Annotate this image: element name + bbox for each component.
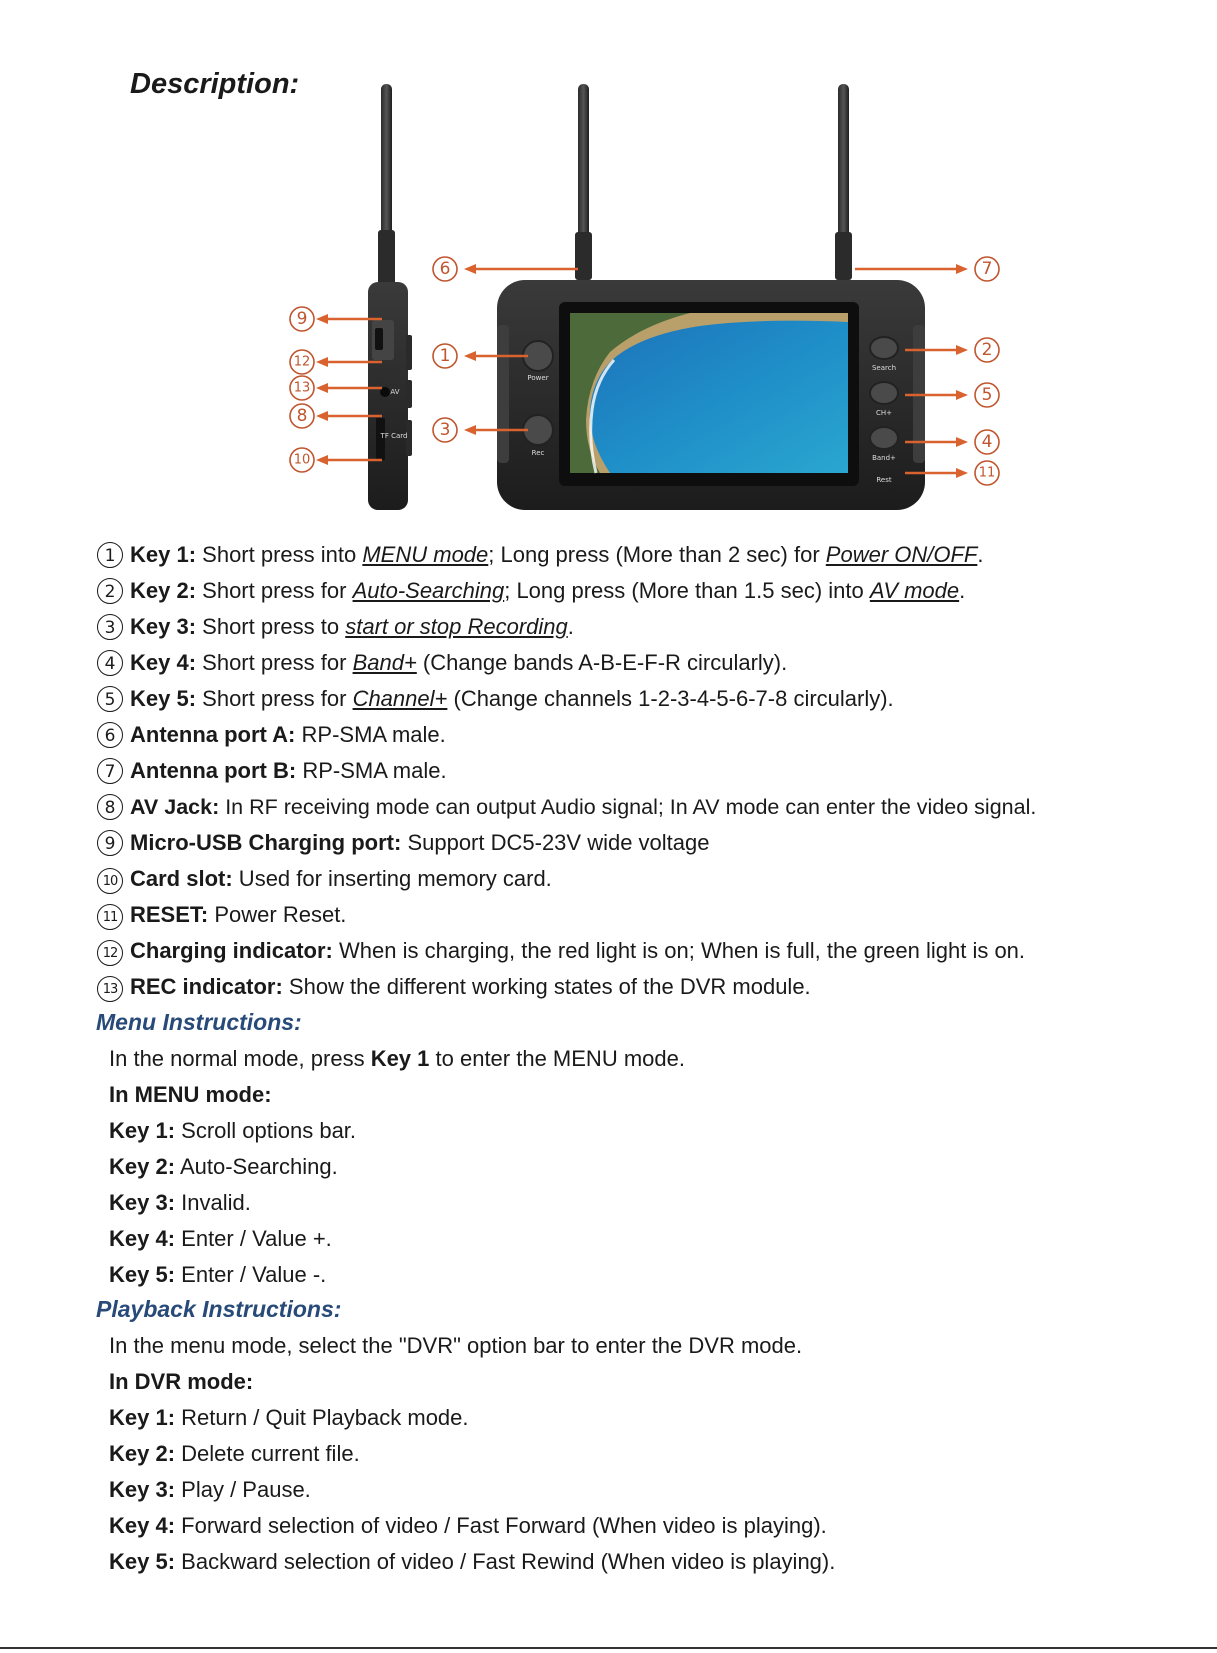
callout-4: 4	[981, 432, 993, 452]
power-label: Power	[527, 374, 549, 382]
list-item: 5 Key 5: Short press for Channel+ (Change channels 1-2-3-4-5-6-7-8 circularly).	[97, 685, 894, 713]
front-view	[497, 280, 925, 510]
side-view	[368, 84, 412, 510]
menu-key-row: Key 4: Enter / Value +.	[109, 1226, 332, 1251]
callout-8: 8	[296, 406, 308, 426]
playback-mode-title: In DVR mode:	[109, 1369, 254, 1394]
callout-7: 7	[981, 259, 993, 279]
menu-key-row: Key 2: Auto-Searching.	[109, 1154, 338, 1179]
list-item: 13 REC indicator: Show the different working states of the DVR module.	[97, 973, 811, 1002]
callout-3: 3	[439, 420, 451, 440]
callout-1: 1	[439, 346, 451, 366]
playback-key-row: Key 2: Delete current file.	[109, 1441, 360, 1466]
rec-label: Rec	[531, 449, 545, 457]
band-label: Band+	[872, 454, 896, 462]
playback-heading: Playback Instructions:	[96, 1296, 342, 1322]
tf-side-label: TF Card	[380, 432, 408, 440]
menu-intro: In the normal mode, press Key 1 to enter the MENU mode.	[109, 1046, 685, 1071]
menu-heading: Menu Instructions:	[96, 1009, 302, 1035]
callout-5: 5	[981, 385, 993, 405]
av-side-label: AV	[390, 388, 400, 396]
callout-9: 9	[296, 309, 308, 329]
ch-label: CH+	[875, 409, 893, 417]
playback-key-row: Key 3: Play / Pause.	[109, 1477, 311, 1502]
list-item: 4 Key 4: Short press for Band+ (Change bands A-B-E-F-R circularly).	[97, 649, 787, 677]
list-item: 7 Antenna port B: RP-SMA male.	[97, 757, 447, 785]
device-figure	[0, 0, 1217, 520]
list-item: 12 Charging indicator: When is charging, the red light is on; When is full, the green light is on.	[97, 937, 1025, 966]
playback-key-row: Key 1: Return / Quit Playback mode.	[109, 1405, 469, 1430]
playback-intro: In the menu mode, select the "DVR" option bar to enter the DVR mode.	[109, 1333, 803, 1358]
list-item: 8 AV Jack: In RF receiving mode can output Audio signal; In AV mode can enter the video signal.	[97, 793, 1036, 821]
list-item: 9 Micro-USB Charging port: Support DC5-23V wide voltage	[97, 829, 710, 857]
menu-mode-title: In MENU mode:	[109, 1082, 272, 1107]
bottom-rule	[0, 1647, 1217, 1649]
list-item: 11 RESET: Power Reset.	[97, 901, 346, 930]
callout-13: 13	[293, 380, 311, 396]
callout-6: 6	[439, 259, 451, 279]
list-item: 6 Antenna port A: RP-SMA male.	[97, 721, 446, 749]
description-title: Description:	[130, 68, 300, 100]
list-item: 1 Key 1: Short press into MENU mode; Long press (More than 2 sec) for Power ON/OFF.	[97, 541, 983, 569]
rest-label: Rest	[876, 476, 892, 484]
menu-key-row: Key 3: Invalid.	[109, 1190, 251, 1215]
callout-10: 10	[293, 452, 311, 468]
menu-key-row: Key 5: Enter / Value -.	[109, 1262, 327, 1287]
search-label: Search	[871, 364, 897, 372]
callout-12: 12	[293, 354, 311, 370]
list-item: 2 Key 2: Short press for Auto-Searching; Long press (More than 1.5 sec) into AV mode.	[97, 577, 965, 605]
callout-2: 2	[981, 340, 993, 360]
micro-usb-port	[375, 328, 383, 350]
band-button	[870, 427, 898, 449]
list-item: 10 Card slot: Used for inserting memory card.	[97, 865, 552, 894]
playback-key-row: Key 4: Forward selection of video / Fast Forward (When video is playing).	[109, 1513, 827, 1538]
ch-button	[870, 382, 898, 404]
list-item: 3 Key 3: Short press to start or stop Recording.	[97, 613, 574, 641]
search-button	[870, 337, 898, 359]
menu-key-row: Key 1: Scroll options bar.	[109, 1118, 357, 1143]
callout-11: 11	[978, 465, 996, 481]
playback-key-row: Key 5: Backward selection of video / Fast Rewind (When video is playing).	[109, 1549, 836, 1574]
